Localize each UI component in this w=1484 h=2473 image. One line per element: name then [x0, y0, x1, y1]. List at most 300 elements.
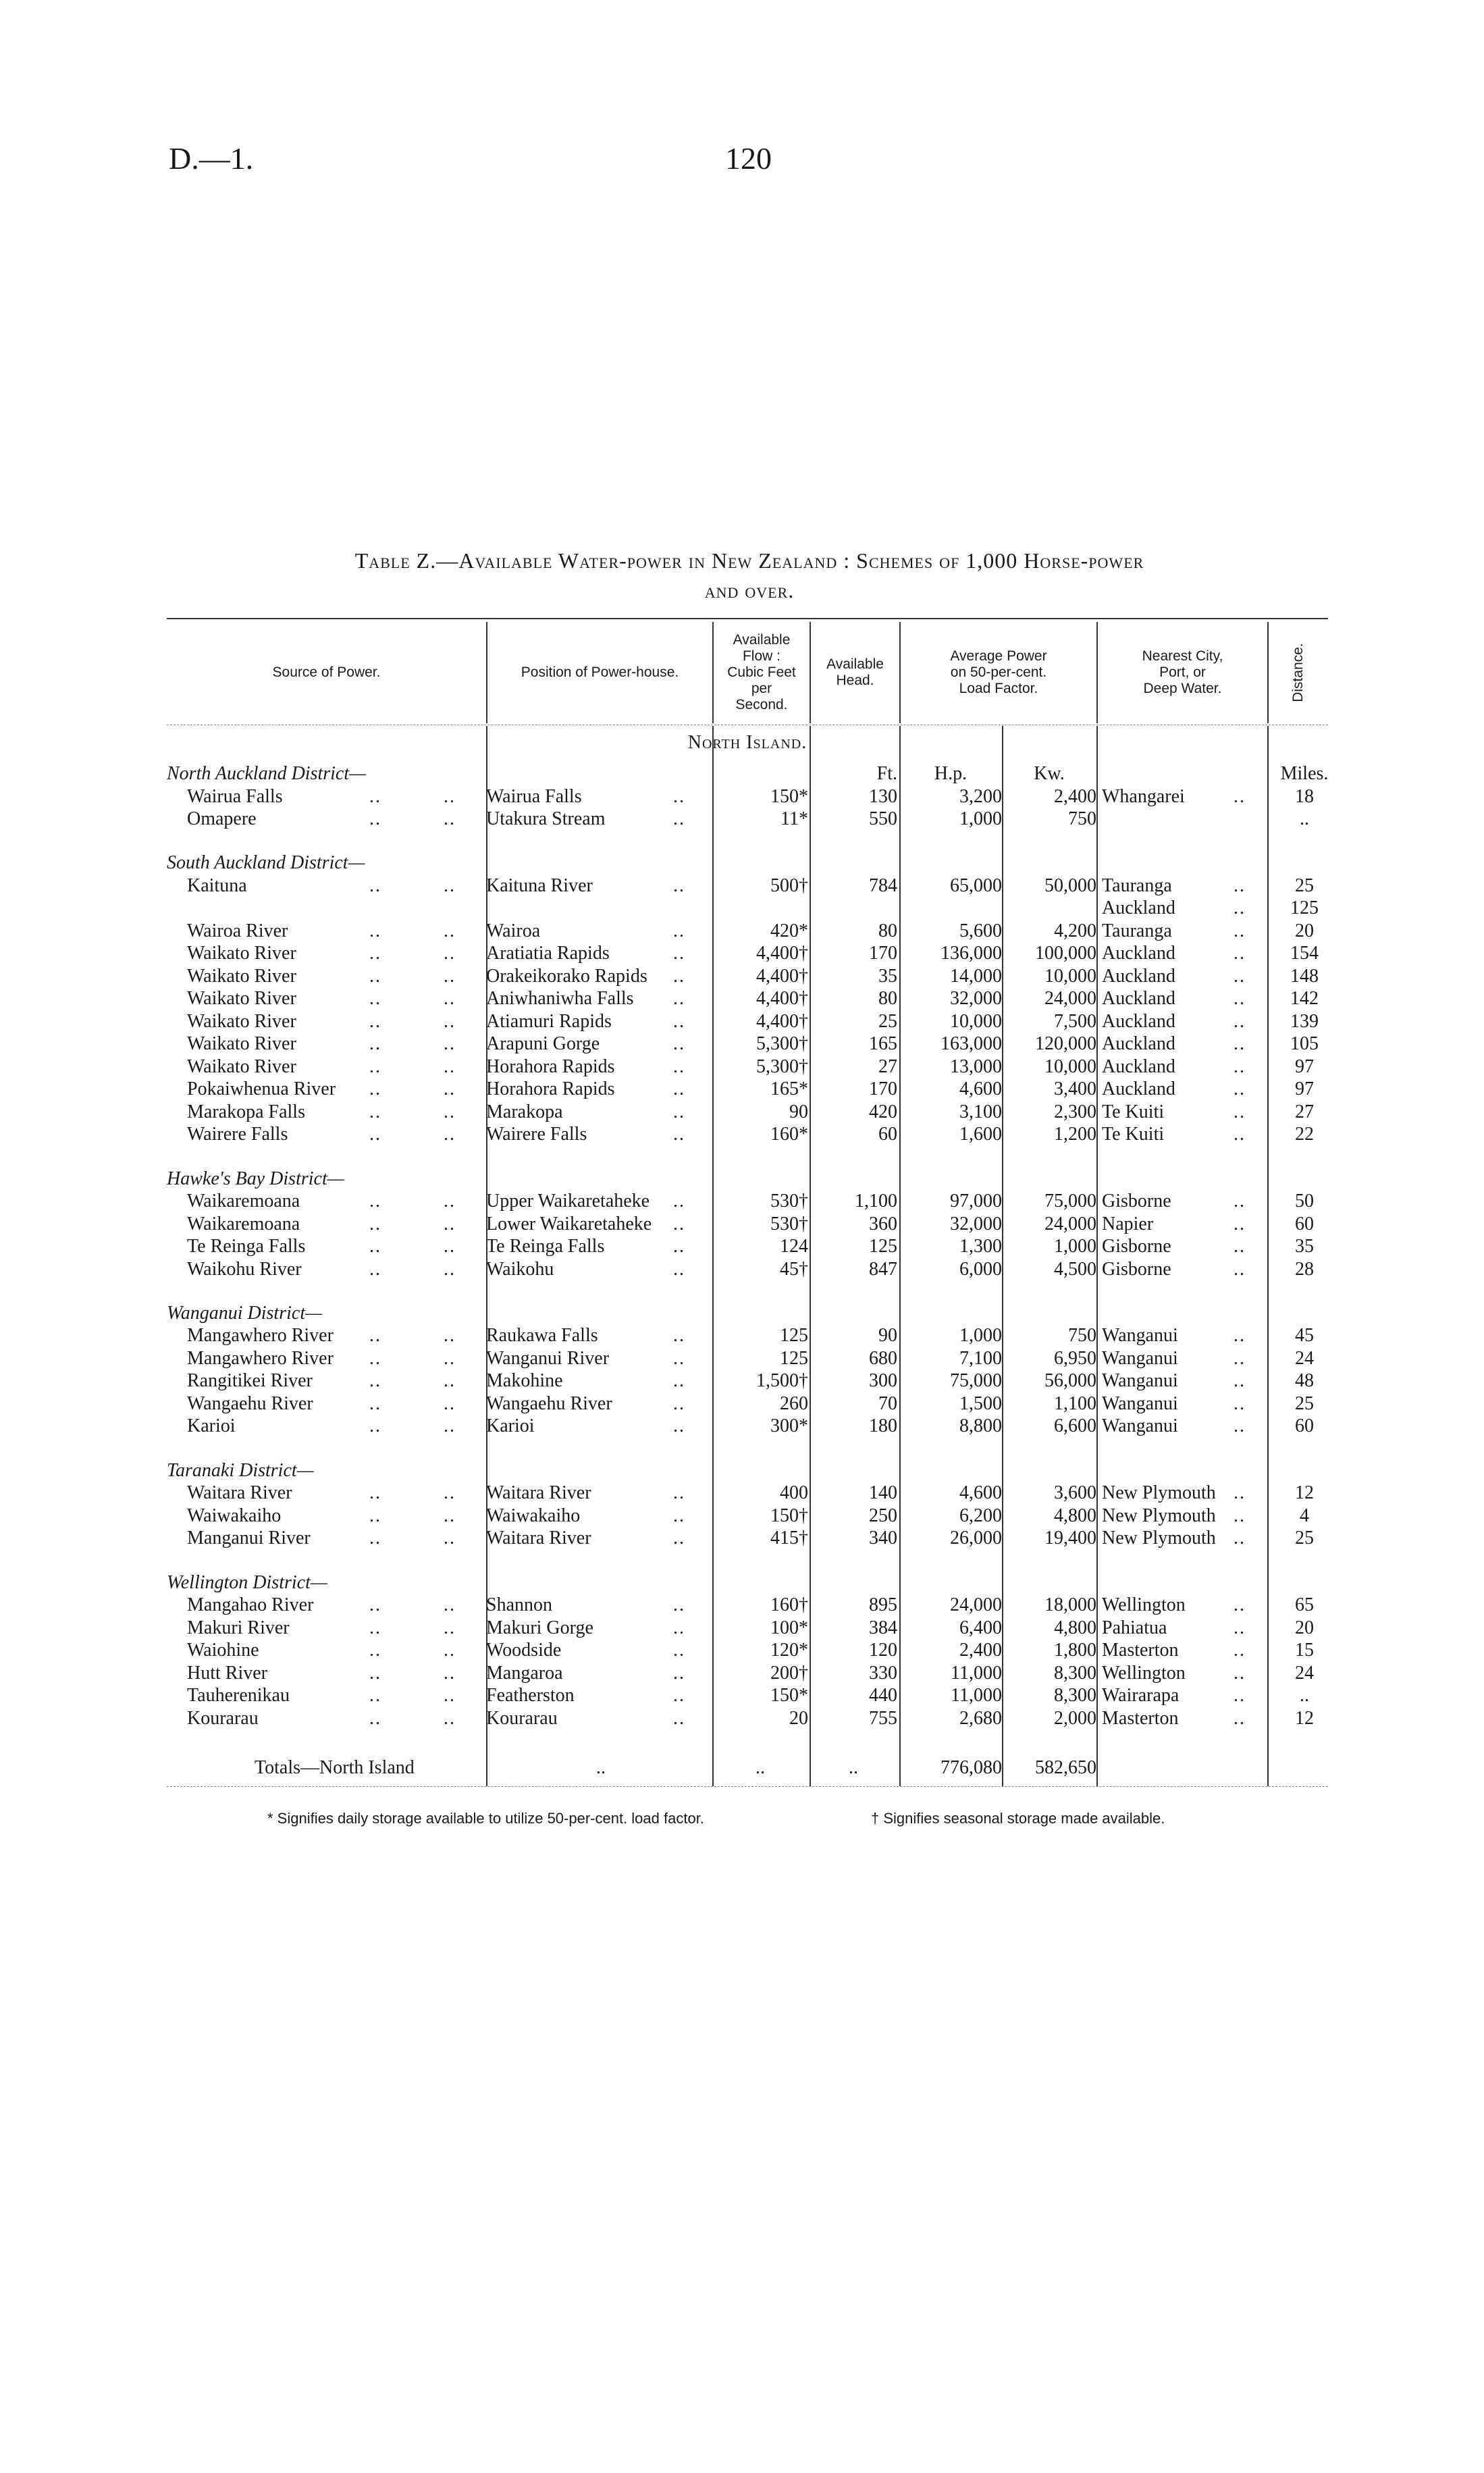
distance-miles: 154: [1290, 943, 1319, 964]
power-hp: 136,000: [940, 943, 1002, 964]
available-flow: 4,400†: [756, 988, 808, 1010]
leader-dots: ..: [444, 808, 456, 829]
power-kw: 1,100: [1054, 1392, 1096, 1414]
table-row: [167, 808, 1328, 831]
leader-dots: ..: [444, 943, 456, 964]
distance-miles: 148: [1290, 965, 1319, 987]
available-flow: 1,500†: [756, 1370, 808, 1392]
distance-miles: 15: [1295, 1640, 1314, 1661]
totals-row: [167, 1756, 1328, 1779]
available-head: 384: [869, 1617, 897, 1638]
leader-dots: ..: [444, 920, 456, 941]
leader-dots: ..: [1234, 1707, 1246, 1729]
district-heading: Hawke's Bay District—: [167, 1168, 344, 1189]
nearest-city: Auckland: [1102, 988, 1175, 1010]
leader-dots: ..: [673, 1347, 685, 1369]
leader-dots: ..: [673, 965, 685, 987]
power-kw: 8,300: [1054, 1662, 1096, 1684]
power-kw: 18,000: [1044, 1594, 1096, 1616]
leader-dots: ..: [1234, 1236, 1246, 1257]
distance-miles: 97: [1295, 1078, 1314, 1100]
leader-dots: ..: [369, 1505, 381, 1526]
available-head: 250: [869, 1505, 897, 1526]
source-of-power: Wangaehu River: [187, 1392, 313, 1414]
power-house-position: Horahora Rapids: [486, 1056, 615, 1077]
source-of-power: Mangawhero River: [187, 1325, 334, 1347]
leader-dots: ..: [1234, 1617, 1246, 1638]
leader-dots: ..: [444, 1594, 456, 1616]
nearest-city: Tauranga: [1102, 920, 1172, 941]
power-kw: 2,000: [1054, 1707, 1096, 1729]
leader-dots: ..: [673, 1101, 685, 1122]
leader-dots: ..: [1234, 1482, 1246, 1504]
power-house-position: Utakura Stream: [486, 808, 606, 829]
district-heading: Wellington District—: [167, 1571, 327, 1593]
power-hp: 6,000: [959, 1258, 1002, 1280]
source-of-power: Waikato River: [187, 1056, 296, 1077]
source-of-power: Hutt River: [187, 1662, 267, 1684]
totals-head: ..: [849, 1756, 858, 1778]
unit-dist: Miles.: [1280, 763, 1329, 784]
power-hp: 1,500: [959, 1392, 1002, 1414]
distance-miles: 27: [1295, 1101, 1314, 1122]
power-hp: 6,200: [959, 1505, 1002, 1526]
leader-dots: ..: [444, 1033, 456, 1055]
nearest-city: New Plymouth: [1102, 1482, 1216, 1504]
leader-dots: ..: [673, 1078, 685, 1100]
totals-label: Totals—North Island: [255, 1756, 415, 1778]
leader-dots: ..: [444, 1528, 456, 1549]
col-header-distance-text: Distance.: [1290, 643, 1306, 702]
source-of-power: Waikato River: [187, 965, 296, 987]
available-flow: 5,300†: [756, 1033, 808, 1055]
leader-dots: ..: [369, 1392, 381, 1414]
leader-dots: ..: [673, 1662, 685, 1684]
available-head: 420: [869, 1101, 897, 1122]
available-head: 895: [869, 1594, 897, 1616]
leader-dots: ..: [444, 1124, 456, 1145]
power-house-position: Upper Waikaretaheke: [486, 1191, 650, 1212]
distance-miles: 24: [1295, 1662, 1314, 1684]
table-title-line-2: and over.: [704, 578, 795, 602]
leader-dots: ..: [369, 943, 381, 964]
leader-dots: ..: [1234, 1685, 1246, 1707]
available-head: 170: [869, 943, 897, 964]
nearest-city: Wellington: [1102, 1594, 1186, 1616]
nearest-city: Auckland: [1102, 943, 1175, 964]
leader-dots: ..: [444, 965, 456, 987]
power-hp: 75,000: [950, 1370, 1002, 1392]
table-row: [167, 1078, 1328, 1101]
leader-dots: ..: [444, 1482, 456, 1504]
power-house-position: Waikohu: [486, 1258, 554, 1280]
source-of-power: Waikato River: [187, 988, 296, 1010]
leader-dots: ..: [369, 785, 381, 807]
leader-dots: ..: [673, 1685, 685, 1707]
table-row: [167, 1527, 1328, 1550]
power-kw: 1,800: [1054, 1640, 1096, 1661]
leader-dots: ..: [369, 875, 381, 896]
district-heading-row: [167, 1302, 1328, 1325]
leader-dots: ..: [673, 808, 685, 829]
leader-dots: ..: [369, 1191, 381, 1212]
leader-dots: ..: [369, 1662, 381, 1684]
source-of-power: Rangitikei River: [187, 1370, 313, 1392]
power-house-position: Raukawa Falls: [486, 1325, 598, 1347]
source-of-power: Waiwakaiho: [187, 1505, 282, 1526]
flow-line: per: [751, 681, 772, 696]
available-head: 25: [878, 1010, 897, 1032]
col-header-power-text: [950, 648, 1046, 697]
col-header-position-text: Position of Power-house.: [521, 665, 679, 680]
power-hp: 1,000: [959, 808, 1002, 829]
available-flow: 150*: [770, 1685, 808, 1707]
footnote-seasonal-storage: † Signifies seasonal storage made available.: [871, 1810, 1165, 1827]
leader-dots: ..: [369, 808, 381, 829]
leader-dots: ..: [673, 1707, 685, 1729]
leader-dots: ..: [1234, 1258, 1246, 1280]
power-hp: 5,600: [959, 920, 1002, 941]
leader-dots: ..: [673, 1056, 685, 1077]
leader-dots: ..: [444, 785, 456, 807]
city-line: Port, or: [1159, 665, 1206, 680]
leader-dots: ..: [1234, 785, 1246, 807]
available-flow: 120*: [770, 1640, 808, 1661]
power-hp: 97,000: [950, 1191, 1002, 1212]
leader-dots: ..: [369, 1124, 381, 1145]
table-row: [167, 1347, 1328, 1370]
table-row: [167, 1684, 1328, 1707]
power-hp: 32,000: [950, 988, 1002, 1010]
distance-miles: 24: [1295, 1347, 1314, 1369]
district-heading-row: [167, 1168, 1328, 1191]
distance-miles: 25: [1295, 1392, 1314, 1414]
leader-dots: ..: [673, 1482, 685, 1504]
table-row: [167, 1482, 1328, 1505]
distance-miles: 22: [1295, 1124, 1314, 1145]
source-of-power: Kourarau: [187, 1707, 259, 1729]
flow-line: Flow :: [742, 648, 780, 664]
power-house-position: Makohine: [486, 1370, 563, 1392]
leader-dots: ..: [673, 1010, 685, 1032]
power-house-position: Horahora Rapids: [486, 1078, 615, 1100]
power-kw: 4,200: [1054, 920, 1096, 941]
leader-dots: ..: [1234, 875, 1246, 896]
totals-kw: 582,650: [1035, 1756, 1096, 1778]
column-rule: [1096, 726, 1098, 1786]
source-of-power: Te Reinga Falls: [187, 1236, 306, 1257]
available-flow: 20: [789, 1707, 808, 1729]
leader-dots: ..: [444, 1707, 456, 1729]
table-title: [162, 546, 1337, 605]
leader-dots: ..: [369, 1101, 381, 1122]
table-row: [167, 1370, 1328, 1392]
available-flow: 160*: [770, 1124, 808, 1145]
leader-dots: ..: [673, 943, 685, 964]
leader-dots: ..: [1234, 1124, 1246, 1145]
table-row: [167, 1662, 1328, 1685]
leader-dots: ..: [369, 1078, 381, 1100]
table-row: [167, 875, 1328, 897]
table-row: [167, 987, 1328, 1010]
power-house-position: Arapuni Gorge: [486, 1033, 600, 1055]
source-of-power: Mangawhero River: [187, 1347, 334, 1369]
source-of-power: Waikato River: [187, 1010, 296, 1032]
available-flow: 125: [780, 1325, 808, 1347]
source-of-power: Pokaiwhenua River: [187, 1078, 336, 1100]
island-heading: North Island.: [687, 732, 807, 753]
leader-dots: ..: [673, 1528, 685, 1549]
table-row: [167, 1101, 1328, 1124]
col-header-source: [167, 622, 486, 723]
power-house-position: Waitara River: [486, 1482, 591, 1504]
nearest-city: Wairarapa: [1102, 1685, 1180, 1707]
table-row: [167, 1617, 1328, 1640]
distance-miles: 45: [1295, 1325, 1314, 1347]
nearest-city: Auckland: [1102, 897, 1175, 919]
leader-dots: ..: [369, 1258, 381, 1280]
available-flow: 300*: [770, 1415, 808, 1437]
col-header-flow: [712, 622, 810, 723]
available-head: 80: [878, 988, 897, 1010]
leader-dots: ..: [1234, 1325, 1246, 1347]
district-heading-row: [167, 762, 1328, 785]
distance-miles: 142: [1290, 988, 1319, 1010]
power-kw: 3,600: [1054, 1482, 1096, 1504]
table-row: [167, 1010, 1328, 1033]
power-hp: 1,000: [959, 1325, 1002, 1347]
leader-dots: ..: [444, 1640, 456, 1661]
distance-miles: 25: [1295, 1528, 1314, 1549]
leader-dots: ..: [369, 965, 381, 987]
nearest-city: Wanganui: [1102, 1392, 1178, 1414]
power-kw: 4,800: [1054, 1617, 1096, 1638]
available-flow: 100*: [770, 1617, 808, 1638]
leader-dots: ..: [369, 1482, 381, 1504]
leader-dots: ..: [673, 1213, 685, 1234]
nearest-city: Gisborne: [1102, 1258, 1171, 1280]
power-hp: 13,000: [950, 1056, 1002, 1077]
leader-dots: ..: [1234, 1191, 1246, 1212]
power-kw: 24,000: [1044, 988, 1096, 1010]
nearest-city: Gisborne: [1102, 1191, 1171, 1212]
leader-dots: ..: [369, 1707, 381, 1729]
leader-dots: ..: [444, 1505, 456, 1526]
unit-hp: H.p.: [934, 763, 968, 784]
table-row: [167, 1213, 1328, 1236]
nearest-city: Wanganui: [1102, 1347, 1178, 1369]
table-row: [167, 942, 1328, 965]
power-hp: 1,600: [959, 1124, 1002, 1145]
leader-dots: ..: [673, 1033, 685, 1055]
nearest-city: Tauranga: [1102, 875, 1172, 896]
table-row-continuation: [167, 897, 1328, 920]
nearest-city: Wanganui: [1102, 1370, 1178, 1392]
distance-miles: 65: [1295, 1594, 1314, 1616]
power-hp: 2,400: [959, 1640, 1002, 1661]
leader-dots: ..: [444, 988, 456, 1010]
leader-dots: ..: [444, 1101, 456, 1122]
leader-dots: ..: [444, 1325, 456, 1347]
nearest-city: Auckland: [1102, 1033, 1175, 1055]
table-row: [167, 1639, 1328, 1662]
available-head: 755: [869, 1707, 897, 1729]
distance-miles: 125: [1290, 897, 1319, 919]
nearest-city: Te Kuiti: [1102, 1124, 1165, 1145]
district-heading: North Auckland District—: [167, 763, 367, 784]
power-kw: 8,300: [1054, 1685, 1096, 1707]
leader-dots: ..: [369, 988, 381, 1010]
power-house-position: Te Reinga Falls: [486, 1236, 605, 1257]
source-of-power: Mangahao River: [187, 1594, 314, 1616]
distance-miles: 4: [1300, 1505, 1309, 1526]
page-number: 120: [725, 141, 772, 176]
leader-dots: ..: [444, 1056, 456, 1077]
available-flow: 530†: [770, 1191, 808, 1212]
available-flow: 5,300†: [756, 1056, 808, 1077]
leader-dots: ..: [1234, 1078, 1246, 1100]
available-flow: 530†: [770, 1213, 808, 1234]
available-flow: 90: [789, 1101, 808, 1122]
leader-dots: ..: [444, 1392, 456, 1414]
distance-miles: 60: [1295, 1415, 1314, 1437]
column-headers: [167, 622, 1328, 723]
leader-dots: ..: [673, 1370, 685, 1392]
leader-dots: ..: [673, 1325, 685, 1347]
available-head: 165: [869, 1033, 897, 1055]
available-head: 120: [869, 1640, 897, 1661]
power-kw: 75,000: [1044, 1191, 1096, 1212]
nearest-city: Masterton: [1102, 1640, 1179, 1661]
leader-dots: ..: [369, 1236, 381, 1257]
leader-dots: ..: [444, 1415, 456, 1437]
power-hp: 11,000: [951, 1662, 1002, 1684]
source-of-power: Wairere Falls: [187, 1124, 288, 1145]
leader-dots: ..: [1234, 1594, 1246, 1616]
distance-miles: 139: [1290, 1010, 1319, 1032]
power-kw: 1,200: [1054, 1124, 1096, 1145]
table-row: [167, 965, 1328, 988]
power-house-position: Waitara River: [486, 1528, 591, 1549]
leader-dots: ..: [1234, 1415, 1246, 1437]
power-house-position: Atiamuri Rapids: [486, 1010, 612, 1032]
leader-dots: ..: [1234, 1056, 1246, 1077]
source-of-power: Makuri River: [187, 1617, 290, 1638]
leader-dots: ..: [369, 1594, 381, 1616]
power-house-position: Wairere Falls: [486, 1124, 587, 1145]
available-head: 27: [878, 1056, 897, 1077]
table-row: [167, 785, 1328, 808]
available-flow: 4,400†: [756, 965, 808, 987]
available-head: 680: [869, 1347, 897, 1369]
table-row: [167, 1190, 1328, 1213]
col-header-power: [899, 622, 1096, 723]
totals-hp: 776,080: [940, 1756, 1002, 1778]
district-heading-row: [167, 1459, 1328, 1482]
leader-dots: ..: [444, 1213, 456, 1234]
distance-miles: 25: [1295, 875, 1314, 896]
leader-dots: ..: [369, 1010, 381, 1032]
table-row: [167, 1123, 1328, 1146]
city-line: Nearest City,: [1142, 648, 1223, 664]
available-head: 130: [869, 785, 897, 807]
header-top-rule: [167, 618, 1328, 619]
table-row: [167, 1235, 1328, 1258]
table-row: [167, 1033, 1328, 1056]
nearest-city: Auckland: [1102, 1010, 1175, 1032]
available-flow: 4,400†: [756, 943, 808, 964]
source-of-power: Waikohu River: [187, 1258, 302, 1280]
distance-miles: 18: [1295, 785, 1314, 807]
power-hp: 1,300: [959, 1236, 1002, 1257]
available-head: 300: [869, 1370, 897, 1392]
col-header-head: [810, 622, 899, 723]
nearest-city: Auckland: [1102, 1078, 1175, 1100]
leader-dots: ..: [673, 1236, 685, 1257]
available-head: 360: [869, 1213, 897, 1234]
leader-dots: ..: [369, 1685, 381, 1707]
power-hp: 4,600: [959, 1078, 1002, 1100]
island-heading-row: [167, 731, 1328, 754]
available-flow: 420*: [770, 920, 808, 941]
leader-dots: ..: [673, 1124, 685, 1145]
available-head: 35: [878, 965, 897, 987]
leader-dots: ..: [1234, 897, 1246, 919]
leader-dots: ..: [369, 1617, 381, 1638]
nearest-city: Gisborne: [1102, 1236, 1171, 1257]
leader-dots: ..: [369, 920, 381, 941]
leader-dots: ..: [369, 1640, 381, 1661]
leader-dots: ..: [444, 1685, 456, 1707]
power-house-position: Orakeikorako Rapids: [486, 965, 647, 987]
available-flow: 160†: [770, 1594, 808, 1616]
available-head: 784: [869, 875, 897, 896]
footnote-daily-storage: * Signifies daily storage available to utilize 50-per-cent. load factor.: [267, 1810, 704, 1827]
available-head: 140: [869, 1482, 897, 1504]
leader-dots: ..: [369, 1370, 381, 1392]
available-flow: 150*: [770, 785, 808, 807]
leader-dots: ..: [444, 1191, 456, 1212]
col-header-city-text: [1142, 648, 1223, 697]
leader-dots: ..: [369, 1347, 381, 1369]
table-bottom-rule: [167, 1786, 1328, 1787]
head-line: Available: [826, 656, 884, 672]
available-head: 70: [878, 1392, 897, 1414]
leader-dots: ..: [444, 1258, 456, 1280]
power-house-position: Wairoa: [486, 920, 541, 941]
power-hp: 24,000: [950, 1594, 1002, 1616]
power-house-position: Kaituna River: [486, 875, 593, 896]
leader-dots: ..: [1234, 965, 1246, 987]
distance-miles: 20: [1295, 920, 1314, 941]
source-of-power: Waiohine: [187, 1640, 259, 1661]
power-line: Load Factor.: [959, 681, 1038, 696]
table-row: [167, 1415, 1328, 1438]
unit-kw: Kw.: [1034, 763, 1065, 784]
power-line: on 50-per-cent.: [950, 665, 1047, 680]
unit-head: Ft.: [876, 763, 897, 784]
power-hp: 65,000: [950, 875, 1002, 896]
nearest-city: Whangarei: [1102, 785, 1185, 807]
table-row: [167, 1594, 1328, 1617]
column-rule: [1002, 726, 1003, 1786]
nearest-city: New Plymouth: [1102, 1505, 1216, 1526]
leader-dots: ..: [673, 1640, 685, 1661]
leader-dots: ..: [444, 1236, 456, 1257]
power-hp: 8,800: [959, 1415, 1002, 1437]
col-header-distance: [1267, 622, 1328, 723]
column-rule: [486, 726, 487, 1786]
